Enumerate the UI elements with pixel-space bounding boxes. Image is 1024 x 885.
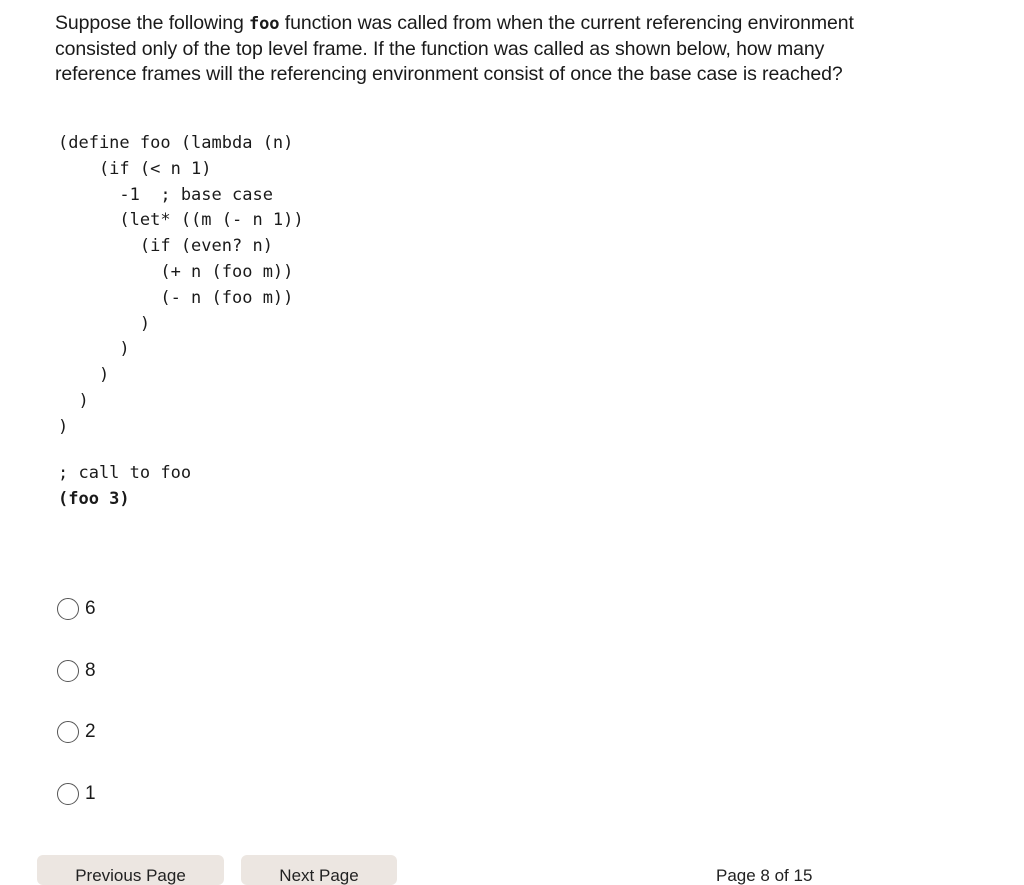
answer-option-label: 2 [85, 721, 96, 742]
previous-page-button[interactable]: Previous Page [37, 855, 224, 885]
radio-button[interactable] [57, 598, 79, 620]
answer-option[interactable] [57, 598, 96, 620]
answer-option[interactable] [57, 660, 96, 682]
next-page-button[interactable]: Next Page [241, 855, 397, 885]
code-call-expression: (foo 3) [58, 489, 130, 509]
radio-button[interactable] [57, 783, 79, 805]
question-keyword: foo [249, 14, 280, 34]
answer-option-label: 1 [85, 783, 96, 804]
question-text-part2: function was called from when the current referencing environment consisted only of the top level frame. If the function was called as shown below, how many reference frames will the referencing environment consist of once the base case is reached? [55, 12, 854, 85]
answer-option[interactable] [57, 783, 96, 805]
radio-button[interactable] [57, 721, 79, 743]
code-block-definition: (define foo (lambda (n) (if (< n 1) -1 ; base case (let* ((m (- n 1)) (if (even? n) (+ n (foo m)) (- n (foo m)) ) ) ) ) ) [58, 133, 304, 437]
answer-option-label: 8 [85, 660, 96, 681]
question-text-part1: Suppose the following [55, 12, 250, 34]
answer-option[interactable] [57, 721, 96, 743]
code-call-comment: ; call to foo [58, 463, 192, 483]
question-text [55, 11, 855, 87]
radio-button[interactable] [57, 660, 79, 682]
page-indicator: Page 8 of 15 [716, 866, 813, 885]
answer-option-label: 6 [85, 598, 96, 619]
